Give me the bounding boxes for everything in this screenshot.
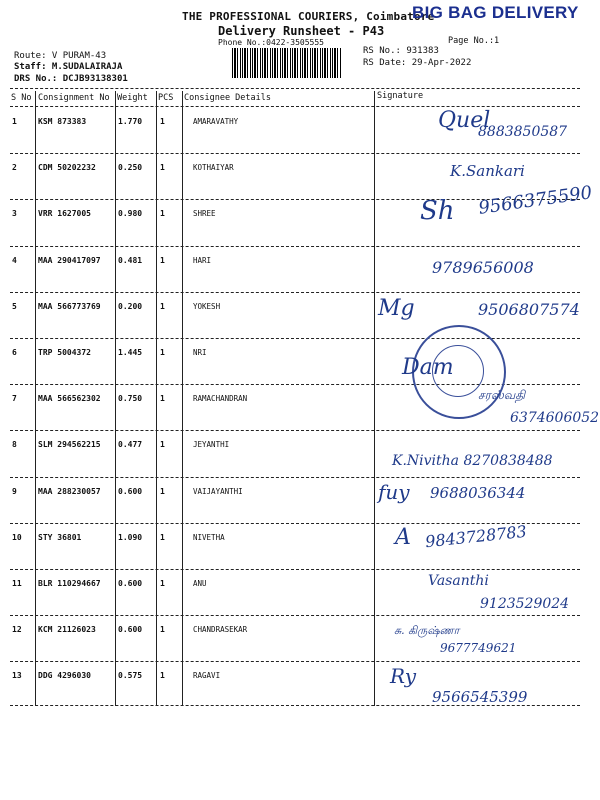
- signature-11-name: Vasanthi: [428, 573, 489, 589]
- big-bag-delivery-stamp: BIG BAG DELIVERY: [412, 3, 579, 22]
- row-consignee: JEYANTHI: [193, 440, 230, 449]
- row-pcs: 1: [160, 302, 165, 311]
- signature-13: Ry: [390, 664, 417, 688]
- rs-date: RS Date: 29-Apr-2022: [363, 58, 472, 68]
- row-weight: 0.477: [118, 440, 143, 449]
- row-sno: 10: [12, 533, 22, 542]
- row-consignment: BLR 110294667: [38, 579, 101, 588]
- signature-7-phone: 6374606052: [510, 410, 600, 426]
- row-weight: 0.200: [118, 302, 143, 311]
- signature-2: K.Sankari: [450, 162, 525, 180]
- row-pcs: 1: [160, 348, 165, 357]
- signature-4: 9789656008: [432, 258, 534, 277]
- row-sno: 11: [12, 579, 22, 588]
- row-consignee: SHREE: [193, 209, 216, 218]
- column-line: [156, 91, 157, 706]
- row-sno: 9: [12, 487, 17, 496]
- runsheet-title: Delivery Runsheet - P43: [218, 24, 385, 38]
- row-consignee: RAGAVI: [193, 671, 221, 680]
- signature-12-phone: 9677749621: [440, 641, 517, 655]
- drs-number: DRS No.: DCJB93138301: [14, 74, 128, 84]
- row-consignment: SLM 294562215: [38, 440, 101, 449]
- row-weight: 0.575: [118, 671, 143, 680]
- row-weight: 1.090: [118, 533, 143, 542]
- row-weight: 0.600: [118, 625, 143, 634]
- row-sno: 8: [12, 440, 17, 449]
- row-pcs: 1: [160, 440, 165, 449]
- row-divider: [10, 523, 580, 524]
- row-pcs: 1: [160, 533, 165, 542]
- row-weight: 0.250: [118, 163, 143, 172]
- row-consignee: NIVETHA: [193, 533, 225, 542]
- row-consignee: VAIJAYANTHI: [193, 487, 243, 496]
- row-consignee: AMARAVATHY: [193, 117, 239, 126]
- signature-1-phone: 8883850587: [478, 124, 568, 140]
- divider: [10, 88, 580, 89]
- row-consignment: TRP 5004372: [38, 348, 91, 357]
- row-sno: 4: [12, 256, 17, 265]
- signature-5: Mg: [378, 296, 415, 321]
- col-weight: Weight: [117, 93, 148, 103]
- row-sno: 1: [12, 117, 17, 126]
- row-divider: [10, 153, 580, 154]
- signature-3-phone: 9566375590: [477, 182, 594, 219]
- col-consignment: Consignment No: [38, 93, 110, 103]
- row-pcs: 1: [160, 625, 165, 634]
- row-pcs: 1: [160, 163, 165, 172]
- row-divider: [10, 338, 580, 339]
- row-consignment: CDM 50202232: [38, 163, 96, 172]
- row-consignment: KCM 21126023: [38, 625, 96, 634]
- row-consignment: MAA 566773769: [38, 302, 101, 311]
- row-sno: 5: [12, 302, 17, 311]
- row-consignee: NRI: [193, 348, 207, 357]
- signature-3: Sh: [420, 196, 455, 226]
- row-weight: 0.750: [118, 394, 143, 403]
- barcode: [232, 48, 342, 78]
- row-weight: 0.600: [118, 487, 143, 496]
- company-name: THE PROFESSIONAL COURIERS, Coimbatore: [182, 10, 435, 23]
- row-pcs: 1: [160, 117, 165, 126]
- col-sno: S No: [11, 93, 32, 103]
- row-consignee: KOTHAIYAR: [193, 163, 234, 172]
- row-sno: 3: [12, 209, 17, 218]
- column-line: [35, 91, 36, 706]
- signature-10-phone: 9843728783: [424, 521, 528, 552]
- route: Route: V PURAM-43: [14, 51, 107, 61]
- divider: [10, 106, 580, 107]
- row-consignment: STY 36801: [38, 533, 82, 542]
- row-divider: [10, 430, 580, 431]
- row-pcs: 1: [160, 579, 165, 588]
- row-divider: [10, 569, 580, 570]
- phone-number: Phone No.:0422-3505555: [218, 38, 324, 47]
- row-divider: [10, 661, 580, 662]
- signature-1: Quel: [438, 108, 491, 133]
- row-sno: 2: [12, 163, 17, 172]
- page-number: Page No.:1: [448, 36, 500, 46]
- row-divider: [10, 246, 580, 247]
- staff: Staff: M.SUDALAIRAJA: [14, 62, 123, 72]
- row-sno: 7: [12, 394, 17, 403]
- row-sno: 6: [12, 348, 17, 357]
- row-weight: 0.481: [118, 256, 143, 265]
- row-pcs: 1: [160, 394, 165, 403]
- row-divider: [10, 477, 580, 478]
- col-signature: Signature: [377, 91, 424, 101]
- row-pcs: 1: [160, 209, 165, 218]
- column-line: [115, 91, 116, 706]
- row-consignment: MAA 290417097: [38, 256, 101, 265]
- signature-11-phone: 9123529024: [480, 596, 570, 612]
- signature-8: K.Nivitha 8270838488: [392, 453, 553, 469]
- row-consignment: MAA 566562302: [38, 394, 101, 403]
- signature-7-name: சரஸ்வதி: [478, 388, 526, 402]
- signature-9-phone: 9688036344: [430, 484, 526, 502]
- row-divider: [10, 292, 580, 293]
- row-weight: 1.445: [118, 348, 143, 357]
- row-weight: 0.980: [118, 209, 143, 218]
- col-pcs: PCS: [158, 93, 174, 103]
- row-consignee: RAMACHANDRAN: [193, 394, 248, 403]
- row-weight: 1.770: [118, 117, 143, 126]
- signature-9: fuy: [378, 480, 410, 504]
- signature-13-phone: 9566545399: [432, 688, 528, 706]
- row-pcs: 1: [160, 256, 165, 265]
- row-sno: 12: [12, 625, 22, 634]
- column-line: [182, 91, 183, 706]
- row-sno: 13: [12, 671, 22, 680]
- row-consignment: DDG 4296030: [38, 671, 91, 680]
- row-consignment: VRR 1627005: [38, 209, 91, 218]
- row-consignee: CHANDRASEKAR: [193, 625, 248, 634]
- row-consignee: ANU: [193, 579, 207, 588]
- signature-12-name: சு. கிருஷ்ணா: [394, 624, 460, 637]
- row-divider: [10, 615, 580, 616]
- signature-6: Dam: [402, 355, 454, 380]
- column-line: [374, 91, 375, 706]
- col-consignee: Consignee Details: [184, 93, 271, 103]
- row-weight: 0.600: [118, 579, 143, 588]
- row-consignee: HARI: [193, 256, 212, 265]
- rs-number: RS No.: 931383: [363, 46, 439, 56]
- row-consignee: YOKESH: [193, 302, 221, 311]
- row-pcs: 1: [160, 487, 165, 496]
- row-consignment: MAA 288230057: [38, 487, 101, 496]
- signature-10: A: [395, 525, 411, 550]
- signature-5-phone: 9506807574: [478, 300, 580, 319]
- row-pcs: 1: [160, 671, 165, 680]
- row-consignment: KSM 873383: [38, 117, 87, 126]
